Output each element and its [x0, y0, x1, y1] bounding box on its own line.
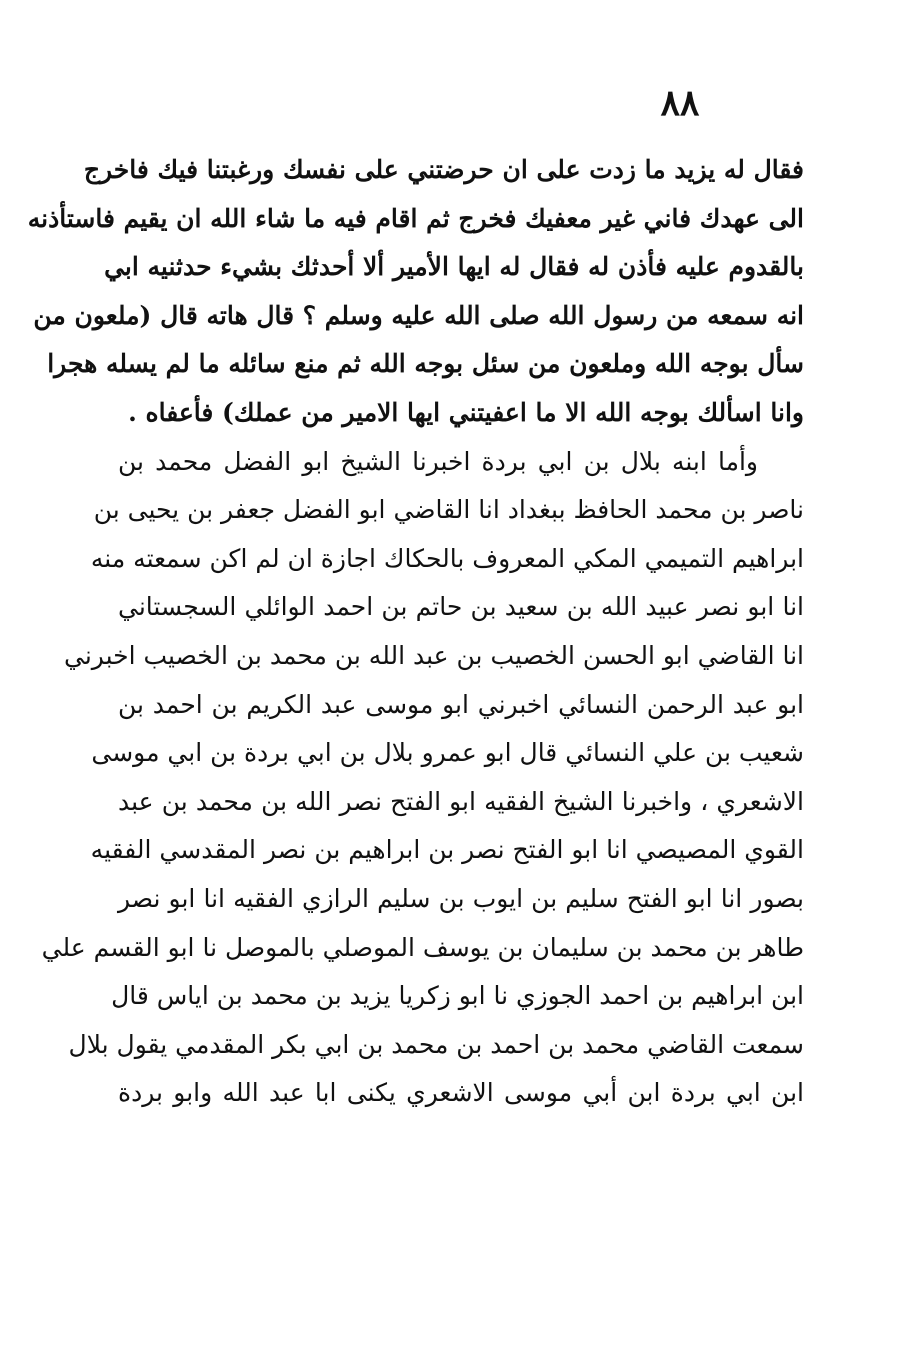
text-line-2: الى عهدك فاني غير معفيك فخرج ثم اقام فيه ما شاء الله ان يقيم فاستأذنه — [27, 203, 804, 233]
text-line-7: وأما ابنه بلال بن ابي بردة اخبرنا الشيخ ابو الفضل محمد بن — [118, 446, 758, 476]
text-line-19: سمعت القاضي محمد بن احمد بن محمد بن ابي بكر المقدمي يقول بلال — [68, 1029, 804, 1059]
text-line-10: انا ابو نصر عبيد الله بن سعيد بن حاتم بن احمد الوائلي السجستاني — [118, 592, 804, 622]
text-line-1: فقال له يزيد ما زدت على ان حرضتني على نفسك ورغبتنا فيك فاخرج — [83, 155, 804, 184]
text-line-13: شعيب بن علي النسائي قال ابو عمرو بلال بن ابي بردة بن ابي موسى — [91, 738, 804, 768]
text-line-17: طاهر بن محمد بن سليمان بن يوسف الموصلي بالموصل نا ابو القسم علي — [41, 932, 804, 962]
text-line-5: سأل بوجه الله وملعون من سئل بوجه الله ثم منع سائله ما لم يسله هجرا — [47, 349, 804, 379]
text-line-4: انه سمعه من رسول الله صلى الله عليه وسلم ؟ قال هاته قال (ملعون من — [33, 300, 804, 330]
text-line-3: بالقدوم عليه فأذن له فقال له ايها الأمير ألا أحدثك بشيء حدثنيه ابي — [104, 252, 804, 282]
body-text — [27, 146, 804, 1118]
text-line-8: ناصر بن محمد الحافظ ببغداد انا القاضي ابو الفضل جعفر بن يحيى بن — [93, 495, 804, 525]
text-line-15: القوي المصيصي انا ابو الفتح نصر بن ابراهيم بن نصر المقدسي الفقيه — [90, 835, 804, 865]
text-line-18: ابن ابراهيم بن احمد الجوزي نا ابو زكريا يزيد بن محمد بن اياس قال — [111, 981, 804, 1011]
text-line-11: انا القاضي ابو الحسن الخصيب بن عبد الله بن محمد بن الخصيب اخبرني — [63, 640, 804, 670]
text-line-12: ابو عبد الرحمن النسائي اخبرني ابو موسى عبد الكريم بن احمد بن — [118, 689, 804, 719]
text-line-14: الاشعري ، واخبرنا الشيخ الفقيه ابو الفتح نصر الله بن محمد بن عبد — [118, 786, 804, 816]
page-number: ٨٨ — [660, 82, 700, 124]
text-line-20: ابن ابي بردة ابن أبي موسى الاشعري يكنى ابا عبد الله وابو بردة — [118, 1078, 804, 1108]
text-line-9: ابراهيم التميمي المكي المعروف بالحكاك اجازة ان لم اكن سمعته منه — [90, 543, 804, 573]
text-line-6: وانا اسألك بوجه الله الا ما اعفيتني ايها الامير من عملك) فأعفاه . — [128, 397, 804, 427]
text-line-16: بصور انا ابو الفتح سليم بن ايوب بن سليم الرازي الفقيه انا ابو نصر — [118, 883, 804, 913]
